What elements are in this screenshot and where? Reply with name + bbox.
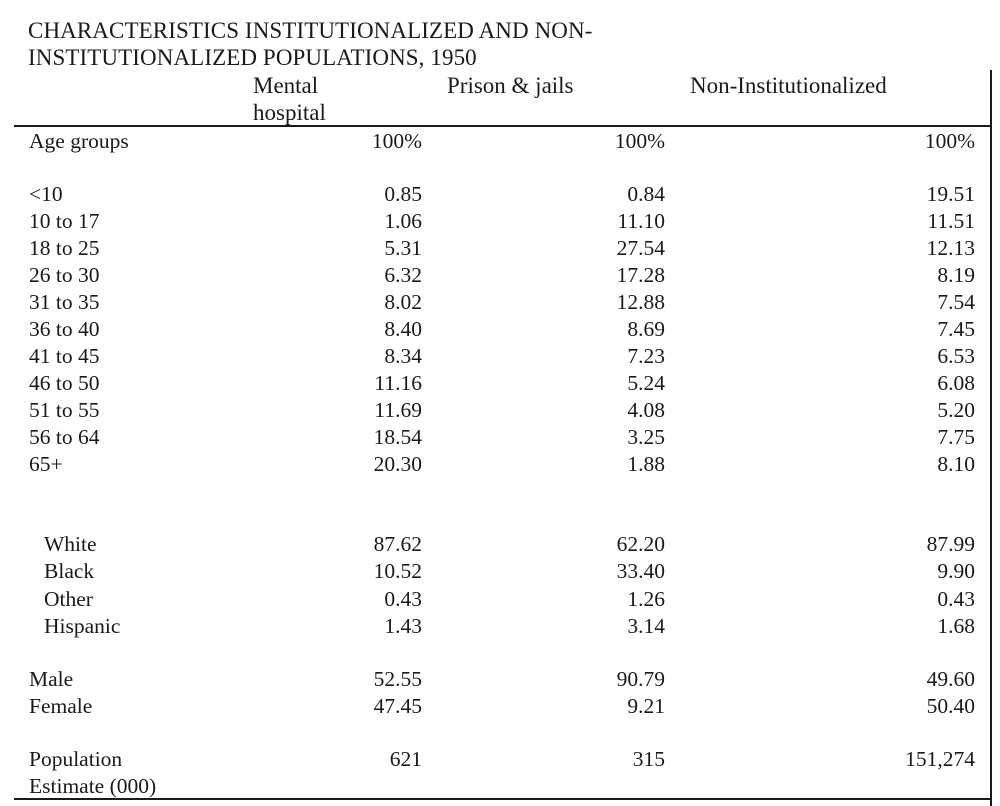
cell-mental-hospital: 8.02 [384,290,422,314]
column-header-prison-jails: Prison & jails [447,73,574,98]
row-label: 46 to 50 [29,371,100,395]
cell-mental-hospital: 20.30 [373,452,422,476]
table-row [0,613,1000,640]
cell-non-institutionalized: 7.75 [937,425,975,449]
cell-mental-hospital: 0.43 [384,587,422,611]
cell-non-institutionalized: 49.60 [926,667,975,691]
cell-mental-hospital: 8.40 [384,317,422,341]
table-row [0,208,1000,235]
cell-non-institutionalized: 8.10 [937,452,975,476]
row-label: Age groups [29,129,129,153]
cell-non-institutionalized: 0.43 [937,587,975,611]
cell-prison-jails: 90.79 [616,667,665,691]
cell-mental-hospital: 5.31 [384,236,422,260]
column-header-mental-hospital: Mental hospital [253,73,326,125]
row-label: 51 to 55 [29,398,100,422]
row-label: <10 [29,182,63,206]
cell-mental-hospital: 87.62 [373,532,422,556]
table-title-line2: INSTITUTIONALIZED POPULATIONS, 1950 [28,45,477,70]
row-label: 10 to 17 [29,209,100,233]
cell-prison-jails: 62.20 [616,532,665,556]
row-label: Other [44,587,93,611]
cell-prison-jails: 33.40 [616,559,665,583]
table-row [0,262,1000,289]
table-row-population-sub [0,773,1000,800]
cell-prison-jails: 12.88 [616,290,665,314]
cell-prison-jails: 1.26 [627,587,665,611]
row-label: Estimate (000) [29,774,157,798]
table-row [0,235,1000,262]
cell-prison-jails: 27.54 [616,236,665,260]
table-row [0,666,1000,693]
cell-mental-hospital: 621 [389,747,422,771]
cell-non-institutionalized: 100% [924,129,975,153]
cell-non-institutionalized: 19.51 [926,182,975,206]
row-label: 26 to 30 [29,263,100,287]
cell-mental-hospital: 1.43 [384,614,422,638]
table-row [0,693,1000,720]
cell-prison-jails: 11.10 [617,209,665,233]
table-row [0,558,1000,585]
cell-non-institutionalized: 87.99 [926,532,975,556]
cell-prison-jails: 3.25 [627,425,665,449]
table-row [0,424,1000,451]
cell-mental-hospital: 11.69 [374,398,422,422]
cell-prison-jails: 3.14 [627,614,665,638]
cell-prison-jails: 1.88 [627,452,665,476]
table-title [28,17,592,71]
cell-mental-hospital: 8.34 [384,344,422,368]
header-rule [14,125,990,127]
cell-prison-jails: 7.23 [627,344,665,368]
cell-mental-hospital: 18.54 [373,425,422,449]
cell-non-institutionalized: 1.68 [937,614,975,638]
cell-non-institutionalized: 6.08 [937,371,975,395]
cell-non-institutionalized: 7.45 [937,317,975,341]
column-header-non-institutionalized: Non-Institutionalized [690,73,887,98]
row-label: Black [44,559,95,583]
row-label: 18 to 25 [29,236,100,260]
cell-non-institutionalized: 5.20 [937,398,975,422]
table-row [0,289,1000,316]
cell-prison-jails: 315 [632,747,665,771]
cell-mental-hospital: 0.85 [384,182,422,206]
cell-mental-hospital: 47.45 [373,694,422,718]
row-label: Female [29,694,93,718]
cell-prison-jails: 4.08 [627,398,665,422]
table-row [0,397,1000,424]
cell-prison-jails: 5.24 [627,371,665,395]
cell-mental-hospital: 6.32 [384,263,422,287]
table-row [0,343,1000,370]
cell-non-institutionalized: 151,274 [905,747,975,771]
cell-non-institutionalized: 6.53 [937,344,975,368]
table-row [0,316,1000,343]
cell-non-institutionalized: 9.90 [937,559,975,583]
row-label: 31 to 35 [29,290,100,314]
table-title-line1: CHARACTERISTICS INSTITUTIONALIZED AND NON- [28,18,593,43]
table-row-population [0,746,1000,773]
cell-non-institutionalized: 50.40 [926,694,975,718]
row-label: 56 to 64 [29,425,100,449]
row-label: White [44,532,97,556]
cell-non-institutionalized: 7.54 [937,290,975,314]
table-row [0,531,1000,558]
cell-non-institutionalized: 12.13 [926,236,975,260]
cell-prison-jails: 9.21 [627,694,665,718]
row-label: Hispanic [44,614,121,638]
cell-mental-hospital: 11.16 [374,371,422,395]
cell-prison-jails: 0.84 [627,182,665,206]
table-row [0,586,1000,613]
row-label: 65+ [29,452,63,476]
cell-mental-hospital: 1.06 [384,209,422,233]
cell-non-institutionalized: 11.51 [927,209,975,233]
cell-mental-hospital: 10.52 [373,559,422,583]
row-label: 41 to 45 [29,344,100,368]
table-row-age-groups [0,128,1000,155]
cell-prison-jails: 100% [614,129,665,153]
cell-mental-hospital: 100% [371,129,422,153]
cell-prison-jails: 17.28 [616,263,665,287]
row-label: Male [29,667,74,691]
table-row [0,181,1000,208]
row-label: Population [29,747,123,771]
cell-prison-jails: 8.69 [627,317,665,341]
cell-non-institutionalized: 8.19 [937,263,975,287]
row-label: 36 to 40 [29,317,100,341]
table-row [0,370,1000,397]
table-row [0,451,1000,478]
cell-mental-hospital: 52.55 [373,667,422,691]
